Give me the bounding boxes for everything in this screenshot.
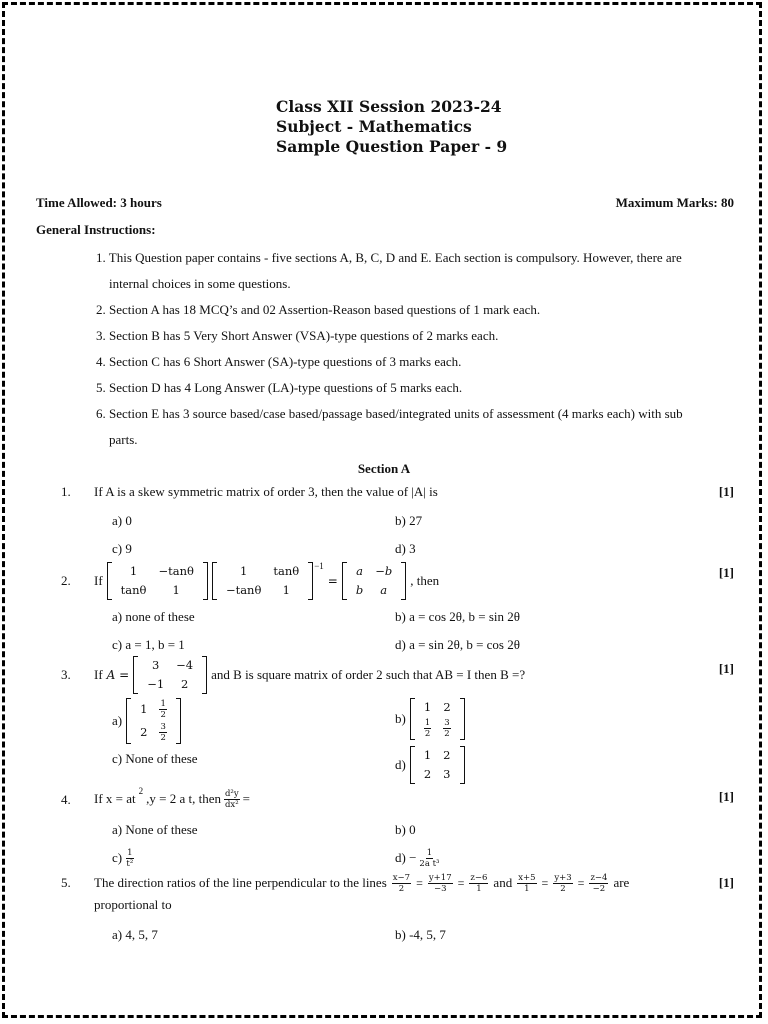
q1-text: If A is a skew symmetric matrix of order 3, then the value of |A| is [94, 484, 438, 499]
instructions-list [96, 245, 716, 453]
q3-matrix-a: 3 −4 −1 2 [133, 656, 207, 694]
q4-number: 4. [61, 792, 71, 807]
q4-option-b: b) 0 [395, 822, 416, 837]
instruction-1: 1. This Question paper contains - five sections A, B, C, D and E. Each section is compulsory. However, there are [96, 250, 682, 265]
q3-matrix-label: A = [106, 668, 130, 682]
time-allowed: Time Allowed: 3 hours [36, 195, 162, 210]
q3-option-b: b) 1 2 $\frac{1}{2}$ $\frac{3}{2}$ [395, 698, 465, 740]
q2-mark: [1] [718, 565, 734, 580]
q2-inverse-exponent: −1 [314, 561, 324, 571]
q2-matrix-2: 1 tanθ −tanθ 1 [212, 562, 313, 600]
paper-title: Sample Question Paper - 9 [276, 137, 508, 156]
class-session: Class XII Session 2023-24 [276, 97, 502, 116]
q3-option-c: c) None of these [112, 751, 198, 766]
q1-option-d: d) 3 [395, 541, 416, 556]
q4-option-c: c) $\frac{1}{\text{t²}}$ [112, 847, 134, 869]
q2-option-d: d) a = sin 2θ, b = cos 2θ [395, 637, 520, 652]
q3-option-d-matrix: 1 2 2 3 [410, 746, 465, 784]
q5-option-a: a) 4, 5, 7 [112, 927, 158, 942]
instruction-6-cont: parts. [109, 432, 138, 447]
q4-option-a: a) None of these [112, 822, 198, 837]
paper-header [276, 97, 507, 157]
q3-option-a: a) 1 $\frac{1}{2}$ 2 $\frac{3}{2}$ [112, 698, 181, 744]
q1-option-b: b) 27 [395, 513, 423, 528]
maximum-marks: Maximum Marks: 80 [615, 195, 734, 210]
q3-option-a-matrix: 1 $\frac{1}{2}$ 2 $\frac{3}{2}$ [126, 698, 181, 744]
q5-stem: The direction ratios of the line perpendicular to the lines $\frac{x-7}{2}$ = $\frac{y+17}{-3}$ = $\frac{z-6}{1}$ and $\frac{x+5}{1}$ = $\frac{y+3}{2}$ = $\frac{z-4}{-2}$ are [94, 872, 630, 894]
q3-text: and B is square matrix of order 2 such that AB = I then B =? [211, 667, 526, 682]
q2-number: 2. [61, 573, 71, 588]
instruction-3: 3. Section B has 5 Very Short Answer (VSA)-type questions of 2 marks each. [96, 328, 499, 343]
q2-matrix-1: 1 −tanθ tanθ 1 [107, 562, 208, 600]
q3-option-d: d) 1 2 2 3 [395, 746, 465, 784]
q3-stem: If A = 3 −4 −1 2 and B is square matrix of order 2 such that AB = I then B =? [94, 655, 525, 695]
q2-then: , then [410, 573, 440, 588]
general-instructions-heading: General Instructions: [36, 222, 156, 237]
q1-mark: [1] [718, 484, 734, 499]
q2-if: If [94, 573, 103, 588]
subject: Subject - Mathematics [276, 117, 472, 136]
q2-stem: If 1 −tanθ tanθ 1 1 tanθ −tanθ 1 −1 = a −b b a , then [94, 561, 439, 601]
instruction-5: 5. Section D has 4 Long Answer (LA)-type questions of 5 marks each. [96, 380, 463, 395]
q3-mark: [1] [718, 661, 734, 676]
q4-mark: [1] [718, 789, 734, 804]
q1-option-c: c) 9 [112, 541, 132, 556]
q3-option-b-matrix: 1 2 $\frac{1}{2}$ $\frac{3}{2}$ [410, 698, 465, 740]
q5-option-b: b) -4, 5, 7 [395, 927, 446, 942]
instruction-4: 4. Section C has 6 Short Answer (SA)-type questions of 3 marks each. [96, 354, 462, 369]
q5-number: 5. [61, 875, 71, 890]
q4-option-d: d) − $\frac{1}{\text{2a t³}}$ [395, 847, 440, 869]
q2-option-c: c) a = 1, b = 1 [112, 637, 185, 652]
q4-stem: If x = at 2 ,y = 2 a t, then $\frac{\text{d²y}}{\text{dx²}}$ = [94, 786, 250, 810]
q3-number: 3. [61, 667, 71, 682]
instruction-1-cont: internal choices in some questions. [109, 276, 291, 291]
q2-matrix-3: a −b b a [342, 562, 406, 600]
q4-derivative: $\frac{\text{d²y}}{\text{dx²}}$ [224, 788, 239, 810]
q1-number: 1. [61, 484, 71, 499]
q5-mark: [1] [718, 875, 734, 890]
q5-text-cont: proportional to [94, 897, 172, 912]
q1-option-a: a) 0 [112, 513, 132, 528]
instruction-2: 2. Section A has 18 MCQ’s and 02 Assertion-Reason based questions of 1 mark each. [96, 302, 541, 317]
q2-option-b: b) a = cos 2θ, b = sin 2θ [395, 609, 520, 624]
q2-option-a: a) none of these [112, 609, 195, 624]
section-heading: Section A [357, 461, 411, 476]
instruction-6: 6. Section E has 3 source based/case based/passage based/integrated units of assessment (4 marks each) with sub [96, 406, 683, 421]
